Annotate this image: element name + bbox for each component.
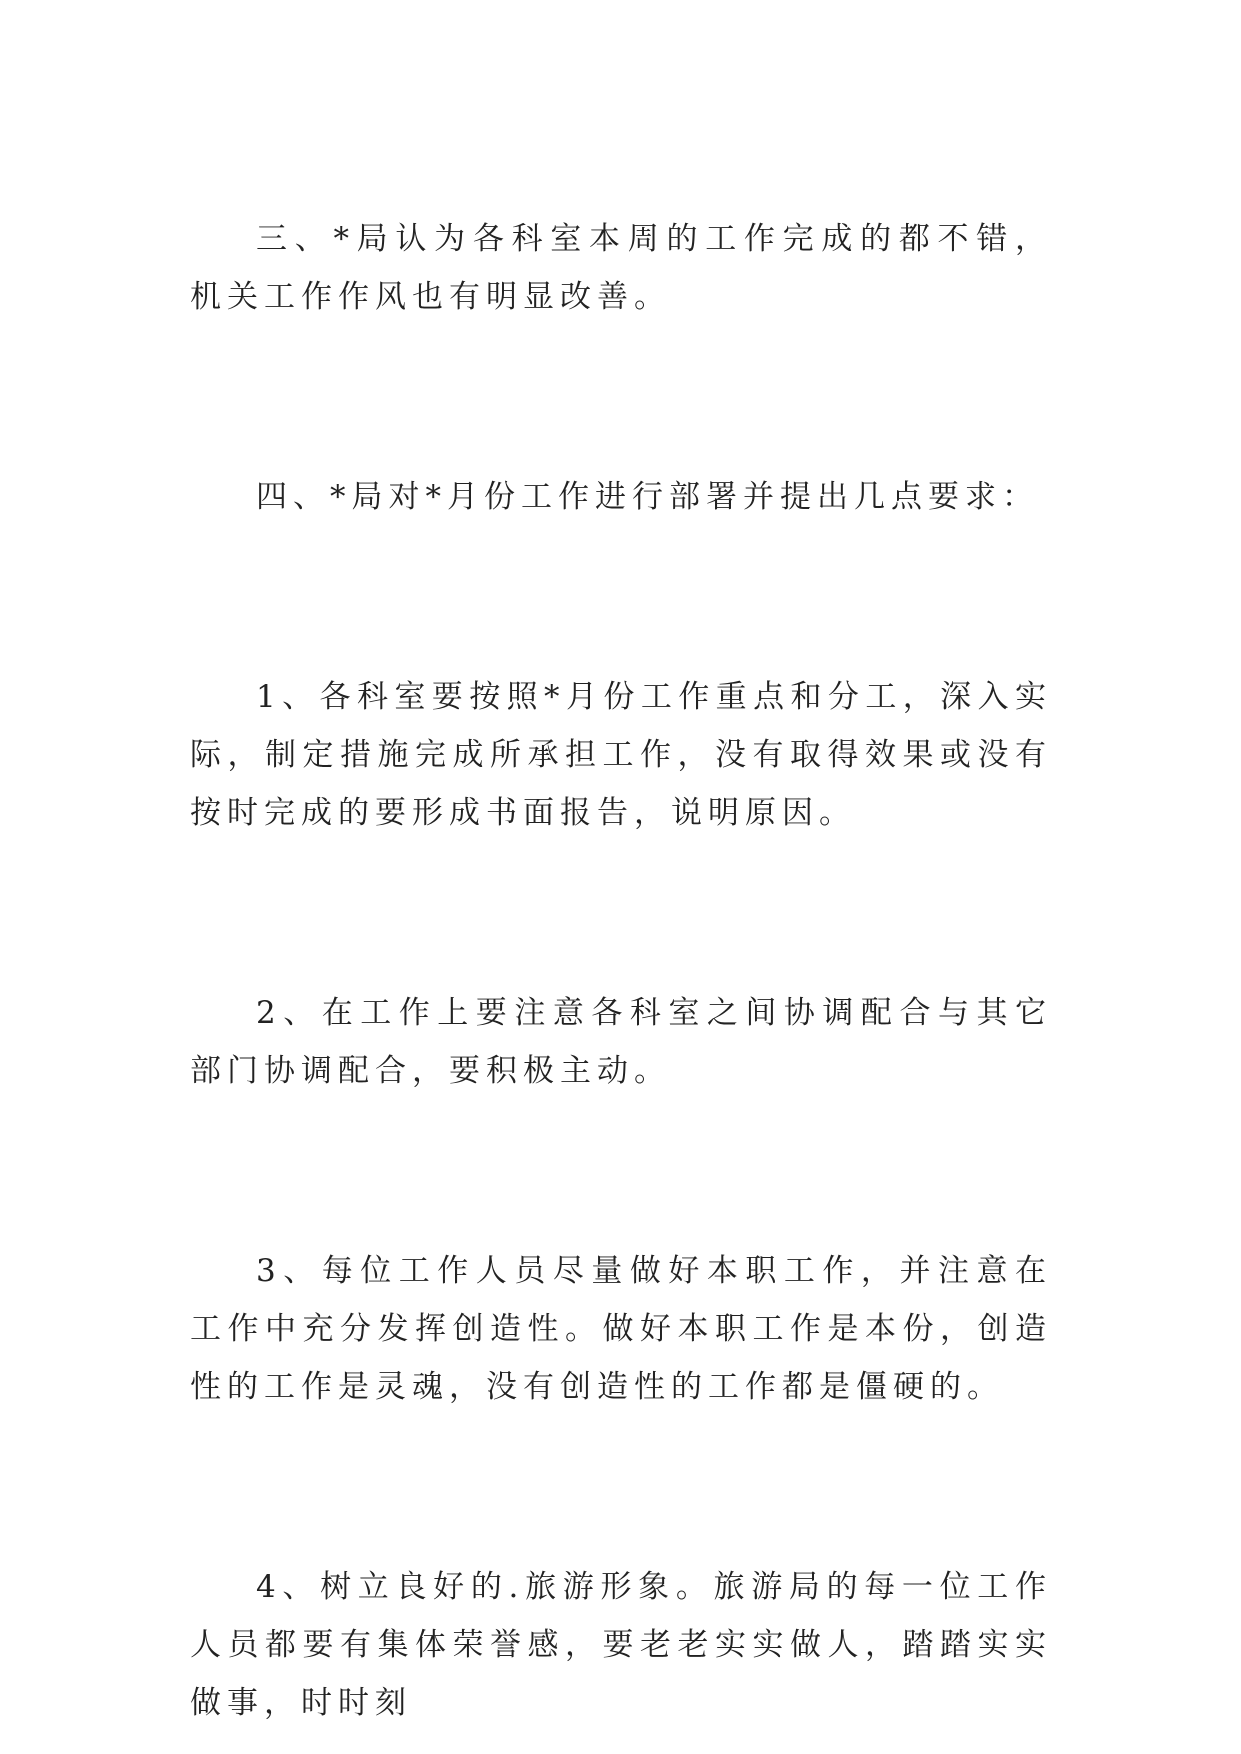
paragraph-item-2: 2、在工作上要注意各科室之间协调配合与其它部门协调配合，要积极主动。 [190,995,1052,1089]
paragraph-item-3: 3、每位工作人员尽量做好本职工作，并注意在工作中充分发挥创造性。做好本职工作是本份，创造性的工作是灵魂，没有创造性的工作都是僵硬的。 [190,1253,1052,1405]
paragraph-item-4: 4、树立良好的.旅游形象。旅游局的每一位工作人员都要有集体荣誉感，要老老实实做人，踏踏实实做事，时时刻 [190,1569,1052,1721]
paragraph-section-4: 四、*局对*月份工作进行部署并提出几点要求： [256,479,1039,515]
paragraph-section-3: 三、*局认为各科室本周的工作完成的都不错，机关工作作风也有明显改善。 [190,221,1052,315]
paragraph-item-1: 1、各科室要按照*月份工作重点和分工，深入实际，制定措施完成所承担工作，没有取得效果或没有按时完成的要形成书面报告，说明原因。 [190,679,1052,831]
document-body [190,210,1052,1732]
